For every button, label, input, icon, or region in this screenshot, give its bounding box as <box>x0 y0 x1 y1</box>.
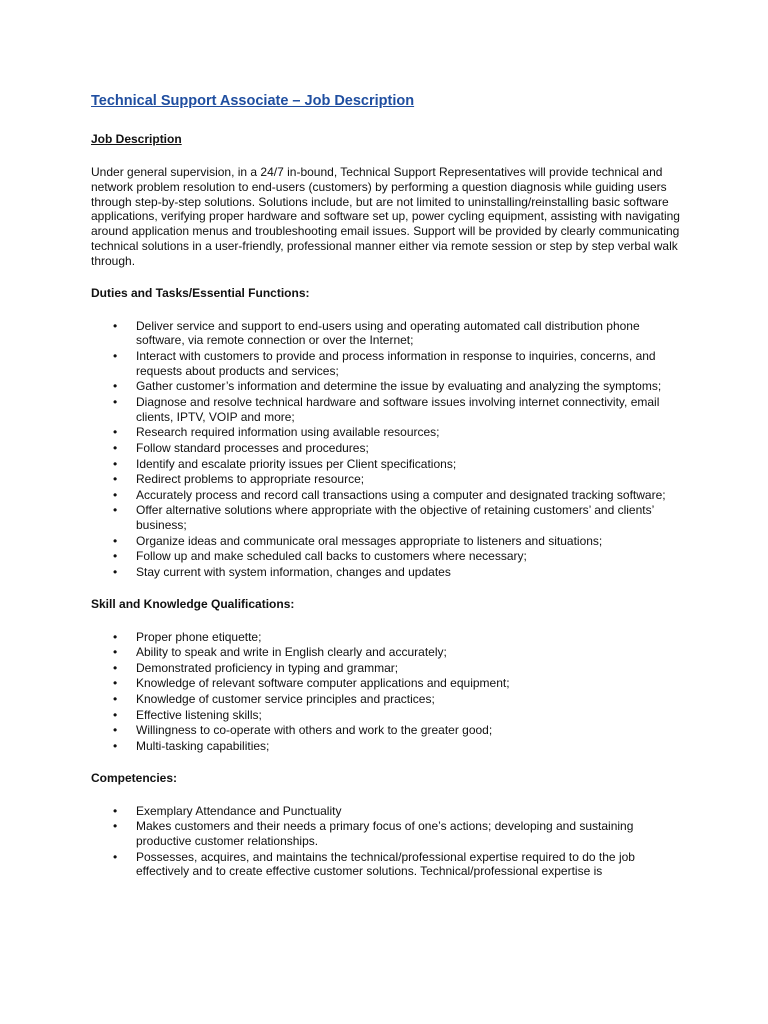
bullet-icon: • <box>113 660 118 675</box>
bullet-icon: • <box>113 564 118 579</box>
list-item-text: Exemplary Attendance and Punctuality <box>136 803 342 818</box>
list-item <box>91 692 691 707</box>
list-item <box>91 819 691 849</box>
bullet-icon: • <box>113 707 118 722</box>
list-item <box>91 319 691 349</box>
section-heading-job-description: Job Description <box>91 132 182 146</box>
section-heading-competencies: Competencies: <box>91 770 178 785</box>
list-item <box>91 457 691 472</box>
document-page <box>91 92 691 896</box>
list-item-text: Effective listening skills; <box>136 707 262 722</box>
list-item <box>91 850 691 880</box>
list-item-text: Possesses, acquires, and maintains the technical/professional expertise required to do the job effectively and to create effective customer solutions. Technical/professional expertise is <box>136 849 635 879</box>
list-item <box>91 723 691 738</box>
list-item <box>91 488 691 503</box>
list-item-text: Organize ideas and communicate oral messages appropriate to listeners and situations; <box>136 533 603 548</box>
bullet-icon: • <box>113 348 118 363</box>
bullet-icon: • <box>113 440 118 455</box>
list-item-text: Follow up and make scheduled call backs to customers where necessary; <box>136 549 527 564</box>
bullet-icon: • <box>113 645 118 660</box>
list-item-text: Ability to speak and write in English clearly and accurately; <box>136 645 447 660</box>
list-item-text: Interact with customers to provide and process information in response to inquiries, concerns, and requests about products and services; <box>136 348 656 378</box>
bullet-icon: • <box>113 692 118 707</box>
skills-list <box>91 630 691 754</box>
section-heading-skills: Skill and Knowledge Qualifications: <box>91 596 295 611</box>
competencies-list <box>91 804 691 880</box>
list-item <box>91 441 691 456</box>
bullet-icon: • <box>113 379 118 394</box>
list-item-text: Willingness to co-operate with others and work to the greater good; <box>136 723 493 738</box>
list-item-text: Proper phone etiquette; <box>136 629 262 644</box>
bullet-icon: • <box>113 849 118 864</box>
list-item <box>91 708 691 723</box>
list-item <box>91 565 691 580</box>
bullet-icon: • <box>113 803 118 818</box>
bullet-icon: • <box>113 487 118 502</box>
section-heading-duties: Duties and Tasks/Essential Functions: <box>91 285 310 300</box>
list-item-text: Identify and escalate priority issues per Client specifications; <box>136 456 457 471</box>
bullet-icon: • <box>113 503 118 518</box>
bullet-icon: • <box>113 738 118 753</box>
list-item <box>91 534 691 549</box>
list-item <box>91 425 691 440</box>
list-item <box>91 472 691 487</box>
job-description-paragraph: Under general supervision, in a 24/7 in-bound, Technical Support Representatives will provide technical and network problem resolution to end-users (customers) by performing a question diagnosis while guiding users through step-by-step solutions. Solutions include, but are not limited to uninstalling/reinstalling basic software applications, verifying proper hardware and software set up, power cycling equipment, assisting with navigating around application menus and troubleshooting email issues. Support will be provided by clearly communicating technical solutions in a user-friendly, professional manner either via remote session or step by step verbal walk through. <box>91 165 680 268</box>
bullet-icon: • <box>113 723 118 738</box>
list-item <box>91 630 691 645</box>
bullet-icon: • <box>113 318 118 333</box>
list-item-text: Deliver service and support to end-users using and operating automated call distribution phone software, via remote connection or over the Internet; <box>136 318 640 348</box>
bullet-icon: • <box>113 676 118 691</box>
bullet-icon: • <box>113 456 118 471</box>
list-item-text: Redirect problems to appropriate resource; <box>136 472 365 487</box>
list-item-text: Research required information using available resources; <box>136 425 440 440</box>
list-item-text: Knowledge of relevant software computer applications and equipment; <box>136 676 510 691</box>
document-title: Technical Support Associate – Job Description <box>91 93 415 109</box>
list-item-text: Follow standard processes and procedures; <box>136 440 369 455</box>
list-item-text: Gather customer’s information and determine the issue by evaluating and analyzing the symptoms; <box>136 379 662 394</box>
list-item <box>91 503 691 533</box>
list-item-text: Stay current with system information, changes and updates <box>136 564 451 579</box>
list-item <box>91 549 691 564</box>
list-item <box>91 379 691 394</box>
list-item <box>91 645 691 660</box>
list-item <box>91 739 691 754</box>
bullet-icon: • <box>113 425 118 440</box>
list-item-text: Offer alternative solutions where appropriate with the objective of retaining customers’ and clients’ business; <box>136 503 654 533</box>
bullet-icon: • <box>113 549 118 564</box>
list-item <box>91 676 691 691</box>
bullet-icon: • <box>113 533 118 548</box>
bullet-icon: • <box>113 472 118 487</box>
bullet-icon: • <box>113 394 118 409</box>
list-item-text: Makes customers and their needs a primary focus of one’s actions; developing and sustaining productive customer relationships. <box>136 819 634 849</box>
bullet-icon: • <box>113 819 118 834</box>
list-item <box>91 349 691 379</box>
list-item-text: Demonstrated proficiency in typing and grammar; <box>136 660 399 675</box>
duties-list <box>91 319 691 580</box>
list-item-text: Knowledge of customer service principles and practices; <box>136 692 435 707</box>
list-item <box>91 395 691 425</box>
list-item-text: Multi-tasking capabilities; <box>136 738 270 753</box>
list-item-text: Accurately process and record call transactions using a computer and designated tracking software; <box>136 487 666 502</box>
list-item <box>91 661 691 676</box>
list-item-text: Diagnose and resolve technical hardware and software issues involving internet connectivity, email clients, IPTV, VOIP and more; <box>136 394 660 424</box>
bullet-icon: • <box>113 629 118 644</box>
list-item <box>91 804 691 819</box>
